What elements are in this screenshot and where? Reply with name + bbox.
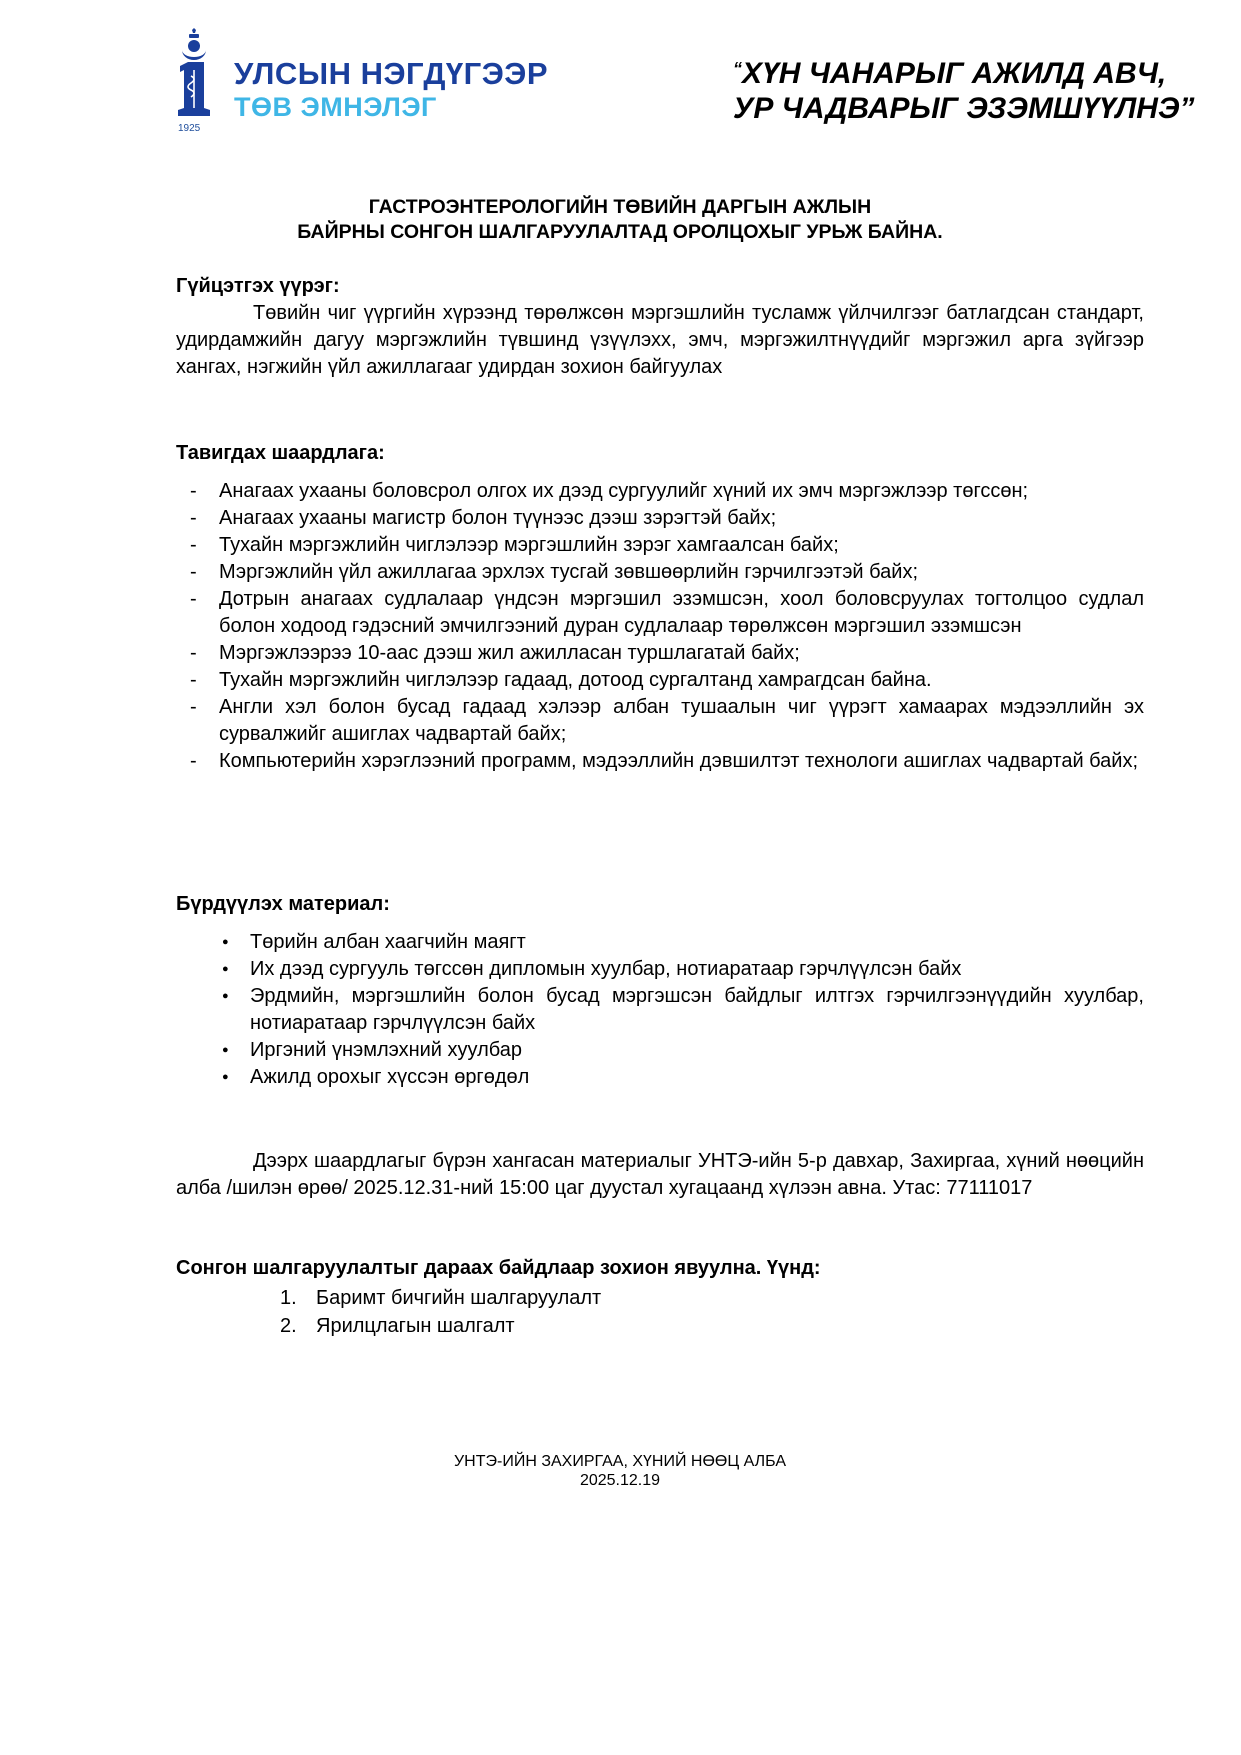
signature-block xyxy=(370,1452,870,1490)
list-item: - Тухайн мэргэжлийн чиглэлээр гадаад, дотоод сургалтанд хамрагдсан байна. xyxy=(176,667,1144,694)
requirements-heading: Тавигдах шаардлага: xyxy=(176,442,385,464)
logo-name-line1: УЛСЫН НЭГДҮГЭЭР xyxy=(234,56,549,91)
list-item: ● Иргэний үнэмлэхний хуулбар xyxy=(176,1037,1144,1064)
requirements-list xyxy=(176,478,1144,775)
footer-org: УНТЭ-ИЙН ЗАХИРГАА, ХҮНИЙ НӨӨЦ АЛБА xyxy=(454,1453,786,1470)
list-item: ● Их дээд сургууль төгссөн дипломын хуулбар, нотиаратаар гэрчлүүлсэн байх xyxy=(176,956,1144,983)
list-item: 1. Баримт бичгийн шалгаруулалт xyxy=(280,1287,602,1309)
materials-list xyxy=(176,929,1144,1091)
open-quote: “ xyxy=(733,59,742,79)
list-item: 2. Ярилцлагын шалгалт xyxy=(280,1315,515,1337)
title-line2: БАЙРНЫ СОНГОН ШАЛГАРУУЛАЛТАД ОРОЛЦОХЫГ УРЬЖ БАЙНА. xyxy=(297,221,943,243)
footer-date: 2025.12.19 xyxy=(579,1472,661,1489)
materials-heading: Бүрдүүлэх материал: xyxy=(176,893,390,915)
list-item: - Мэргэжлээрээ 10-аас дээш жил ажилласан туршлагатай байх; xyxy=(176,640,1144,667)
list-item: ● Эрдмийн, мэргэшлийн болон бусад мэргэшсэн байдлыг илтгэх гэрчилгээнүүдийн хуулбар, нотиаратаар гэрчлүүлсэн байх xyxy=(176,983,1144,1037)
list-item: - Мэргэжлийн үйл ажиллагаа эрхлэх тусгай зөвшөөрлийн гэрчилгээтэй байх; xyxy=(176,559,1144,586)
slogan xyxy=(733,52,1195,126)
list-item: - Компьютерийн хэрэглээний программ, мэдээллийн дэвшилтэт технологи ашиглах чадвартай байх; xyxy=(176,748,1144,775)
duties-text: Төвийн чиг үүргийн хүрээнд төрөлжсөн мэргэшлийн тусламж үйлчилгээг батлагдсан стандарт, удирдамжийн дагуу мэргэжлийн түвшинд үзүүлэхх, эмч, мэргэжилтнүүдийг мэргэжил арга зүйгээр хангах, нэгжийн үйл ажиллагааг удирдан зохион байгуулах xyxy=(176,302,1144,378)
hospital-logo xyxy=(172,28,572,143)
page-title xyxy=(170,195,1070,245)
title-line1: ГАСТРОЭНТЕРОЛОГИЙН ТӨВИЙН ДАРГЫН АЖЛЫН xyxy=(368,196,872,218)
slogan-line2: УР ЧАДВАРЫГ ЭЗЭМШҮҮЛНЭ xyxy=(733,92,1180,125)
duties-heading: Гүйцэтгэх үүрэг: xyxy=(176,275,340,297)
logo-name-line2: ТӨВ ЭМНЭЛЭГ xyxy=(234,92,437,122)
logo-year: 1925 xyxy=(178,123,201,134)
list-item: ● Төрийн албан хаагчийн маягт xyxy=(176,929,1144,956)
list-item: - Тухайн мэргэжлийн чиглэлээр мэргэшлийн зэрэг хамгаалсан байх; xyxy=(176,532,1144,559)
list-item: - Анагаах ухааны магистр болон түүнээс дээш зэрэгтэй байх; xyxy=(176,505,1144,532)
soyombo-medical-emblem-icon xyxy=(172,28,216,118)
selection-heading: Сонгон шалгаруулалтыг дараах байдлаар зохион явуулна. Үүнд: xyxy=(176,1257,821,1279)
slogan-line1: ХҮН ЧАНАРЫГ АЖИЛД АВЧ, xyxy=(742,57,1167,90)
list-item: ● Ажилд орохыг хүссэн өргөдөл xyxy=(176,1064,1144,1091)
list-item: - Дотрын анагаах судлалаар үндсэн мэргэшил эзэмшсэн, хоол боловсруулах тогтолцоо судлал болон ходоод гэдэсний эмчилгээний дуран судлалаар төрөлжсөн мэргэшил эзэмшсэн xyxy=(176,586,1144,640)
submission-text: Дээрх шаардлагыг бүрэн хангасан материалыг УНТЭ-ийн 5-р давхар, Захиргаа, хүний нөөцийн алба /шилэн өрөө/ 2025.12.31-ний 15:00 цаг дуустал хугацаанд хүлээн авна. Утас: 77111017 xyxy=(176,1150,1144,1199)
selection-list xyxy=(176,1284,1144,1340)
close-quote: ” xyxy=(1179,92,1195,125)
list-item: - Англи хэл болон бусад гадаад хэлээр албан тушаалын чиг үүрэгт хамаарах мэдээллийн эх сурвалжийг ашиглах чадвартай байх; xyxy=(176,694,1144,748)
list-item: - Анагаах ухааны боловсрол олгох их дээд сургуулийг хүний их эмч мэргэжлээр төгссөн; xyxy=(176,478,1144,505)
